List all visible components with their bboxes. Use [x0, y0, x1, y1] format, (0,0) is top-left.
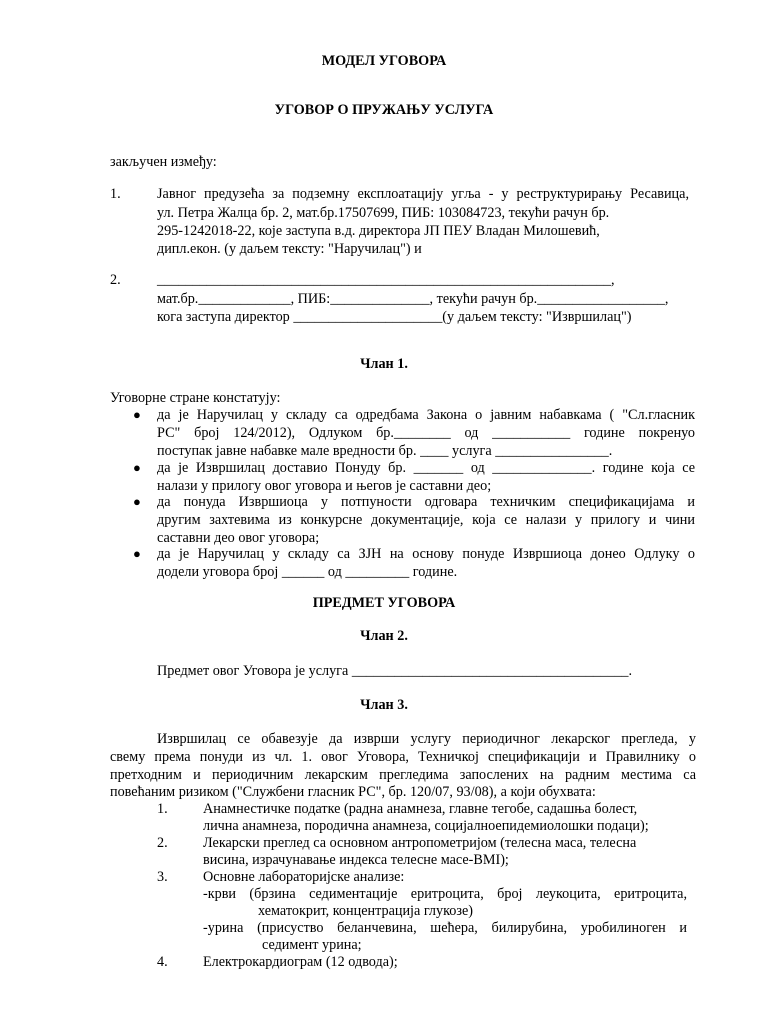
- party1-number: 1.: [110, 186, 121, 202]
- list-item-line: Лекарски преглед са основном антропометријом (телесна маса, телесна: [203, 835, 637, 851]
- article3-paragraph-line: повећаним ризиком ("Службени гласник РС", бр. 120/07, 93/08), а који обухвата:: [110, 784, 596, 800]
- list-subitem-line: седимент урина;: [262, 937, 362, 953]
- list-item-number: 1.: [157, 801, 168, 817]
- list-item-number: 4.: [157, 954, 168, 970]
- article1-bullet-line: да је Наручилац у складу са ЗЈН на основу понуде Извршиоца донео Одлуку о: [157, 546, 695, 562]
- article3-paragraph-line: Извршилац се обавезује да изврши услугу периодичног лекарског прегледа, у: [157, 731, 696, 747]
- list-item-line: Електрокардиограм (12 одвода);: [203, 954, 398, 970]
- article1-bullet-line: саставни део овог уговора;: [157, 530, 320, 546]
- intro-text: закључен између:: [110, 154, 217, 170]
- bullet-icon: ●: [133, 494, 141, 509]
- article1-bullet-line: да је Извршилац доставио Понуду бр. _______ од ______________. године која се: [157, 460, 695, 476]
- list-subitem-line: -крви (брзина седиментације еритроцита, број леукоцита, еритроцита,: [203, 886, 687, 902]
- article1-bullet-line: налази у прилогу овог уговора и његов је саставни део;: [157, 478, 492, 494]
- list-item-number: 3.: [157, 869, 168, 885]
- article2-heading: Члан 2.: [360, 628, 408, 644]
- article3-heading: Члан 3.: [360, 697, 408, 713]
- document-subtitle: УГОВОР О ПРУЖАЊУ УСЛУГА: [274, 102, 494, 118]
- party2-line: ________________________________________________________________,: [157, 272, 615, 288]
- party1-line: ул. Петра Жалца бр. 2, мат.бр.17507699, ПИБ: 103084723, текући рачун бр.: [157, 205, 610, 221]
- article3-paragraph-line: претходним и периодичним лекарским прегледима запослених на радним местима са: [110, 767, 696, 783]
- list-item-line: Анамнестичке податке (радна анамнеза, главне тегобе, садашња болест,: [203, 801, 638, 817]
- party1-line: Јавног предузећа за подземну експлоатацију угља - у реструктурирању Ресавица,: [157, 186, 689, 202]
- article3-paragraph-line: свему према понуди из чл. 1. овог Уговора, Техничкој спецификацији и Правилнику о: [110, 749, 696, 765]
- bullet-icon: ●: [133, 460, 141, 475]
- party2-line: кога заступа директор _____________________(у даљем тексту: "Извршилац"): [157, 309, 632, 325]
- article1-bullet-line: другим захтевима из конкурсне документације, која се налази у прилогу и чини: [157, 512, 695, 528]
- party2-number: 2.: [110, 272, 121, 288]
- article1-bullet-line: додели уговора број ______ од _________ године.: [157, 564, 458, 580]
- party1-line: дипл.екон. (у даљем тексту: "Наручилац") и: [157, 241, 422, 257]
- article1-heading: Члан 1.: [360, 356, 408, 372]
- list-item-line: лична анамнеза, породична анамнеза, социјалноепидемиолошки подаци);: [203, 818, 649, 834]
- list-subitem-line: хематокрит, концентрација глукозе): [258, 903, 473, 919]
- article1-bullet-line: да је Наручилац у складу са одредбама Закона о јавним набавкама ( "Сл.гласник: [157, 407, 695, 423]
- list-item-line: Основне лабораторијске анализе:: [203, 869, 405, 885]
- party2-line: мат.бр._____________, ПИБ:______________, текући рачун бр.__________________,: [157, 291, 669, 307]
- article1-bullet-line: РС" број 124/2012), Одлуком бр.________ од ___________ године покренуо: [157, 425, 695, 441]
- article1-intro: Уговорне стране констатују:: [110, 390, 281, 406]
- bullet-icon: ●: [133, 546, 141, 561]
- subject-heading: ПРЕДМЕТ УГОВОРА: [312, 595, 456, 611]
- party1-line: 295-1242018-22, које заступа в.д. директора ЈП ПЕУ Владан Милошевић,: [157, 223, 600, 239]
- article1-bullet-line: поступак јавне набавке мале вредности бр. ____ услуга ________________.: [157, 443, 613, 459]
- article1-bullet-line: да понуда Извршиоца у потпуности одговара техничким спецификацијама и: [157, 494, 695, 510]
- article2-text: Предмет овог Уговора је услуга _______________________________________.: [157, 663, 633, 679]
- bullet-icon: ●: [133, 407, 141, 422]
- document-title: МОДЕЛ УГОВОРА: [321, 53, 447, 69]
- list-subitem-line: -урина (присуство беланчевина, шећера, билирубина, уробилиноген и: [203, 920, 687, 936]
- list-item-line: висина, израчунавање индекса телесне масе-BMI);: [203, 852, 509, 868]
- list-item-number: 2.: [157, 835, 168, 851]
